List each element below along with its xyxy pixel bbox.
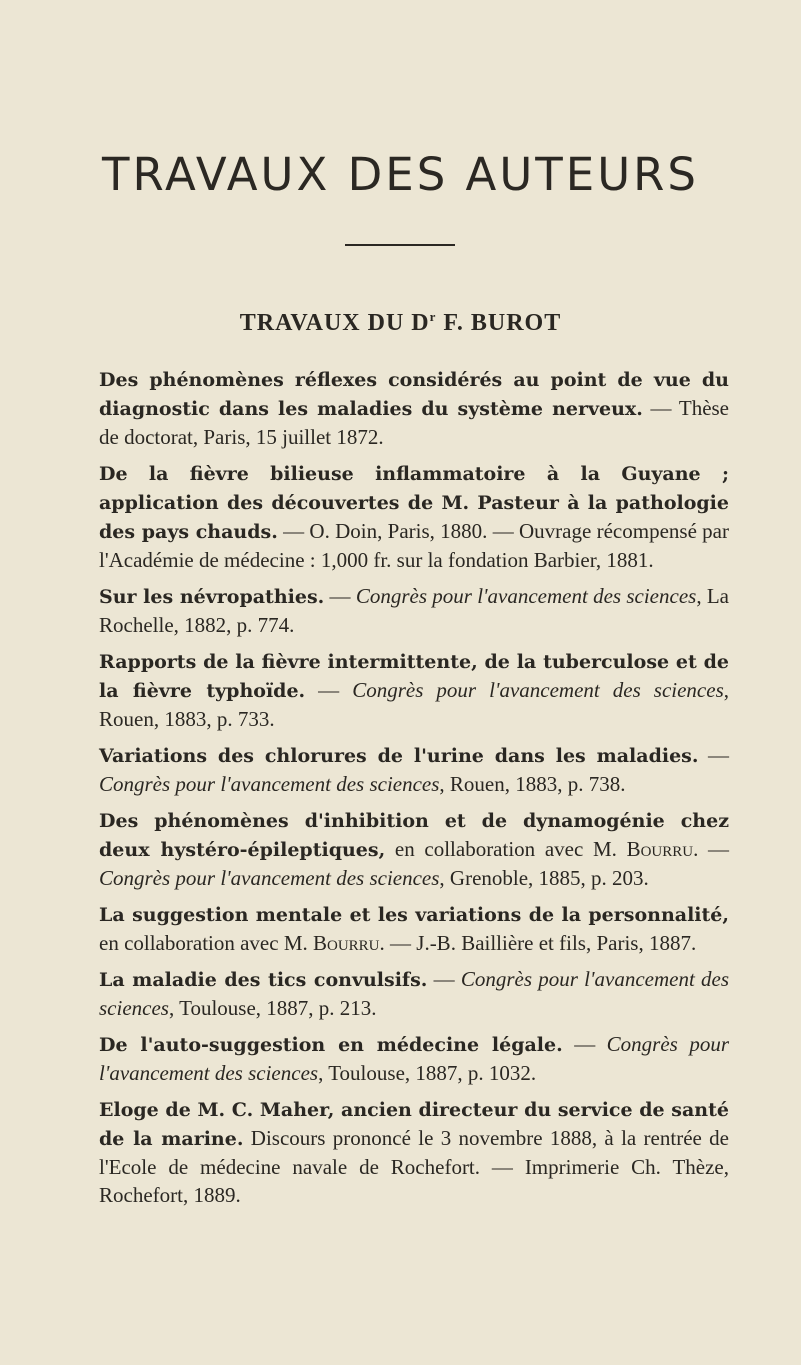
entry-title: De l'auto-suggestion en médecine légale. (99, 1034, 563, 1056)
entry-venue: Congrès pour l'avancement des sciences (355, 584, 697, 608)
entry-tail: , Rouen, 1883, p. 733. (99, 678, 729, 731)
entry-1 (99, 365, 729, 451)
entry-venue: Congrès pour l'avancement des sciences (99, 866, 440, 890)
entry-tail: , La Rochelle, 1882, p. 774. (99, 584, 729, 637)
entry-title: La maladie des tics convulsifs. (99, 969, 428, 991)
entry-title: Rapports de la fièvre intermittente, de la tuberculose et de la fièvre typhoïde. (99, 651, 729, 702)
bibliography-list (99, 365, 729, 1217)
entry-5 (99, 741, 729, 798)
entry-text: — (324, 584, 356, 608)
section-subtitle (0, 310, 801, 335)
entry-4 (99, 647, 729, 733)
entry-title: De la fièvre bilieuse inflammatoire à la Guyane ; application des découvertes de M. Pasteur à la pathologie des pays chauds. (99, 463, 729, 543)
entry-title: La suggestion mentale et les variations de la personnalité, (99, 904, 729, 926)
entry-text: — O. Doin, Paris, 1880. — Ouvrage récompensé par l'Académie de médecine : 1,000 fr. sur la fondation Barbier, 1881. (99, 519, 729, 572)
entry-title: Des phénomènes réflexes considérés au point de vue du diagnostic dans les maladies du système nerveux. (99, 369, 729, 420)
entry-text: Discours prononcé le 3 novembre 1888, à la rentrée de l'Ecole de médecine navale de Rochefort. — Imprimerie Ch. Thèze, Rochefort, 1889. (99, 1126, 729, 1207)
entry-text: en collaboration avec M. (99, 931, 313, 955)
entry-venue: Congrès pour l'avancement des sciences (99, 772, 440, 796)
entry-3 (99, 582, 729, 639)
entry-text-2: . — J.-B. Baillière et fils, Paris, 1887. (379, 931, 697, 955)
entry-text: — (427, 967, 461, 991)
entry-text: — (305, 678, 353, 702)
entry-venue: Congrès pour l'avancement des sciences (99, 1032, 729, 1085)
entry-10 (99, 1095, 729, 1209)
page-title: TRAVAUX DES AUTEURS (102, 148, 699, 201)
title-divider (345, 244, 455, 246)
entry-venue: Congrès pour l'avancement des sciences (352, 678, 724, 702)
entry-tail: , Toulouse, 1887, p. 213. (168, 996, 377, 1020)
entry-tail: , Grenoble, 1885, p. 203. (439, 866, 649, 890)
entry-title: Sur les névropathies. (99, 586, 325, 608)
entry-title: Variations des chlorures de l'urine dans les maladies. (99, 745, 699, 767)
entry-collaborator: Bourru (313, 931, 380, 955)
entry-9 (99, 1030, 729, 1087)
entry-text-2: . — (693, 837, 730, 861)
entry-title: Eloge de M. C. Maher, ancien directeur du service de santé de la marine. (99, 1099, 729, 1150)
entry-venue: Congrès pour l'avancement des sciences (99, 967, 729, 1020)
entry-7 (99, 900, 729, 957)
entry-tail: , Toulouse, 1887, p. 1032. (318, 1061, 537, 1085)
entry-text: — (562, 1032, 607, 1056)
entry-text: en collaboration avec M. (385, 837, 627, 861)
entry-collaborator: Bourru (626, 837, 694, 861)
entry-text: — (698, 743, 730, 767)
subtitle-pre: TRAVAUX DU D (239, 310, 430, 336)
entry-2 (99, 459, 729, 574)
entry-8 (99, 965, 729, 1022)
entry-title: Des phénomènes d'inhibition et de dynamogénie chez deux hystéro-épileptiques, (99, 810, 729, 861)
entry-text: — Thèse de doctorat, Paris, 15 juillet 1872. (99, 396, 730, 449)
subtitle-post: F. BUROT (436, 310, 562, 336)
entry-tail: , Rouen, 1883, p. 738. (439, 772, 626, 796)
entry-6 (99, 806, 729, 892)
subtitle-sup: r (429, 309, 437, 324)
